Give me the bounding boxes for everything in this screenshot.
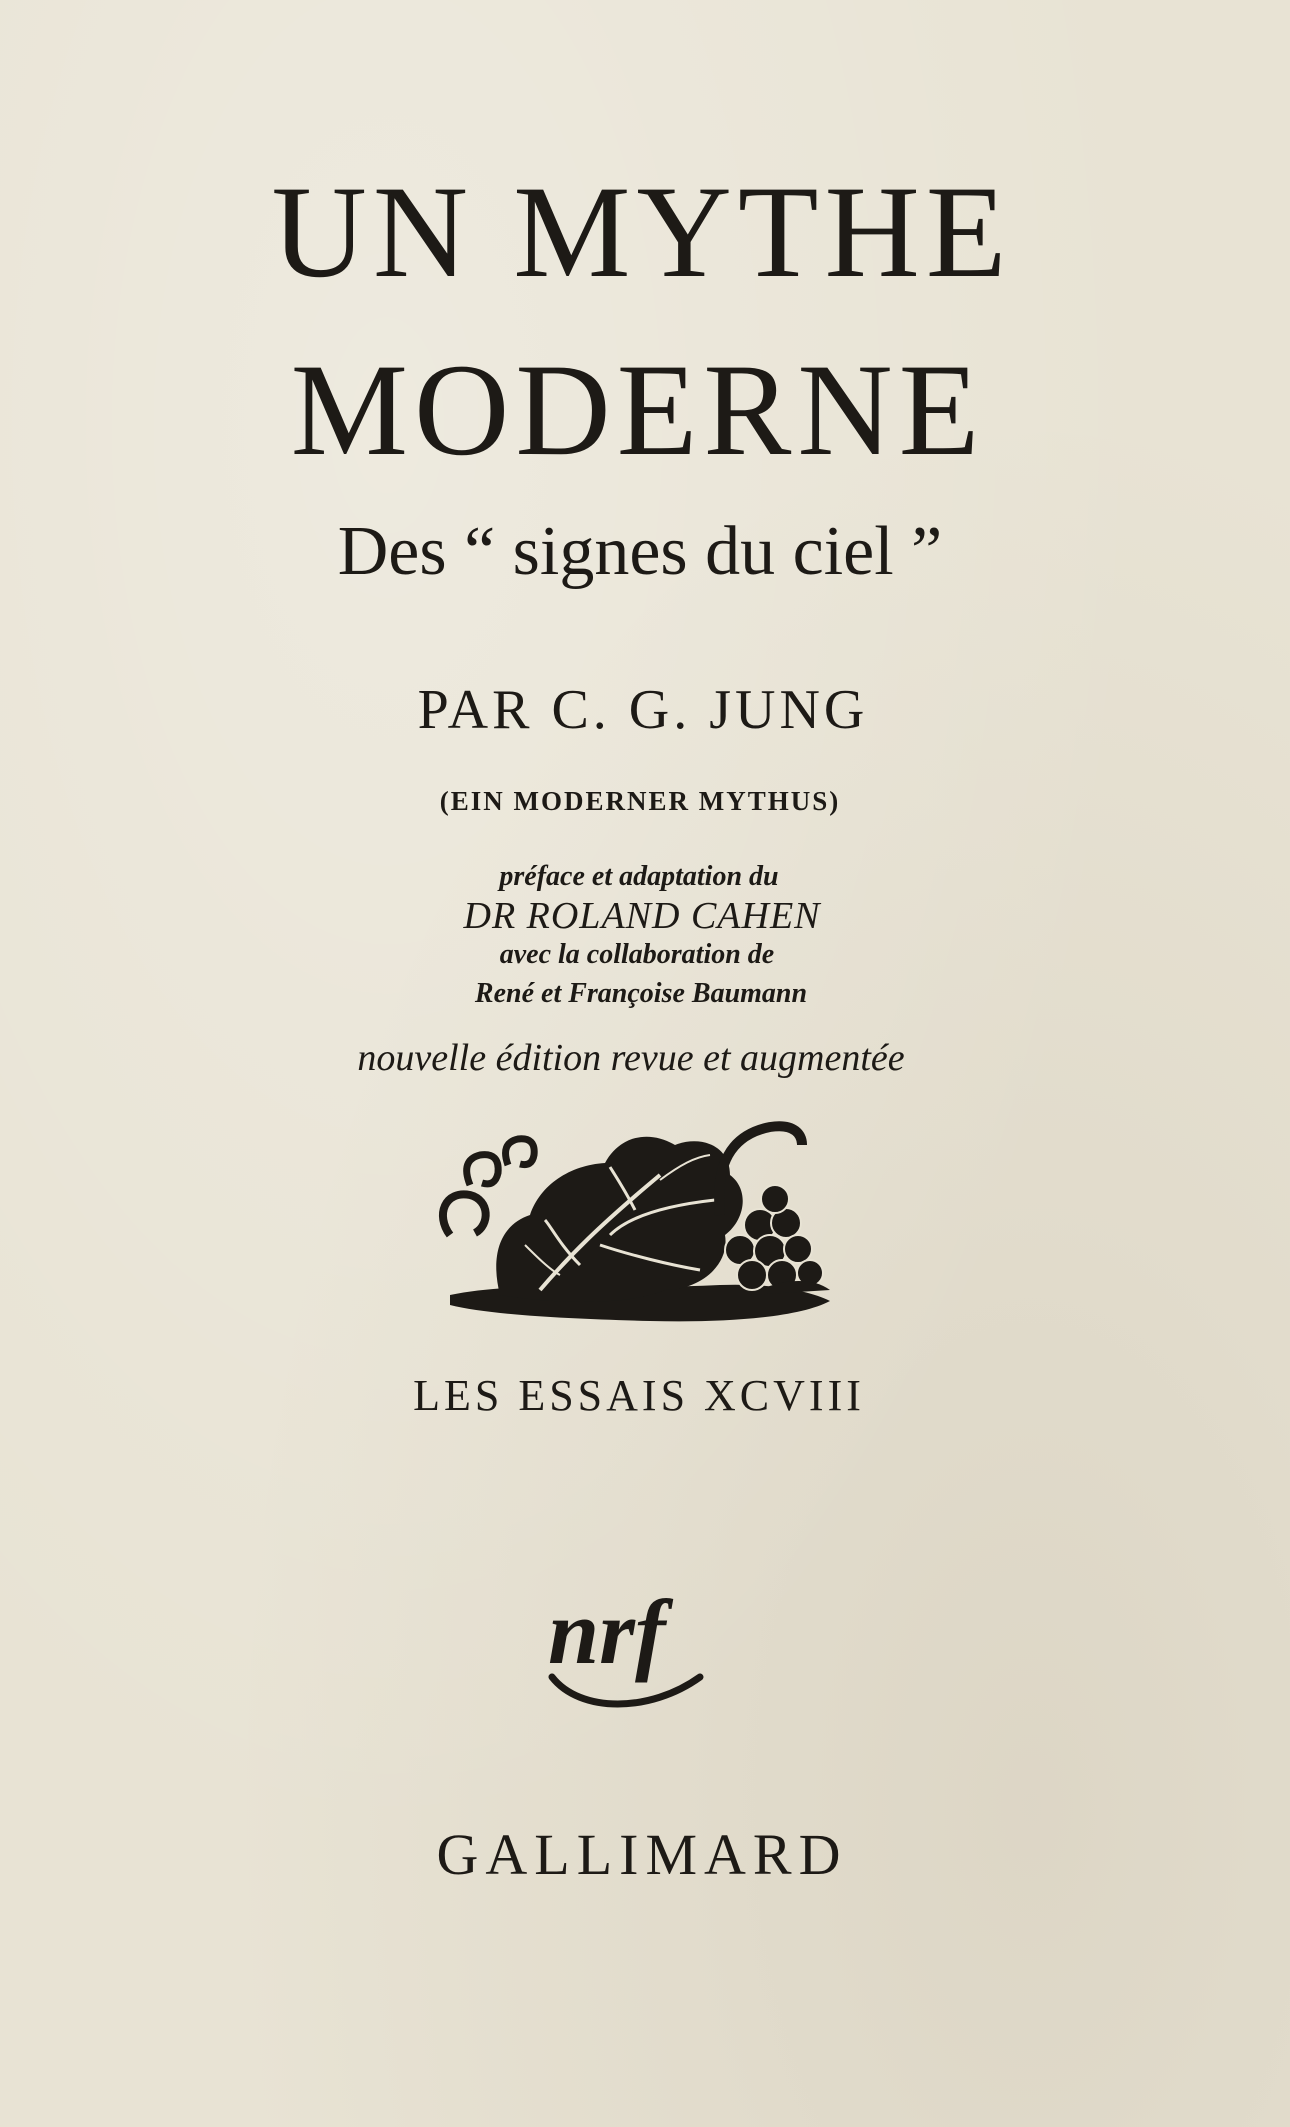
preface-line: préface et adaptation du: [499, 861, 779, 892]
subtitle: Des “ signes du ciel ”: [337, 513, 943, 590]
publisher-name: GALLIMARD: [436, 1822, 848, 1887]
nrf-logo: [540, 1585, 740, 1715]
author-line: PAR C. G. JUNG: [417, 679, 869, 741]
edition-line: nouvelle édition revue et augmentée: [357, 1037, 905, 1079]
title-line-2: MODERNE: [290, 336, 986, 483]
nrf-logo-text: nrf: [548, 1585, 666, 1683]
grape-vine-vignette: [430, 1105, 840, 1330]
collaboration-line: avec la collaboration de: [499, 939, 775, 970]
translators-line: René et Françoise Baumann: [474, 978, 808, 1009]
editor-name: DR ROLAND CAHEN: [463, 895, 821, 937]
title-line-1: UN MYTHE: [271, 158, 1013, 305]
original-title: (EIN MODERNER MYTHUS): [439, 786, 841, 816]
series-line: LES ESSAIS XCVIII: [413, 1371, 865, 1420]
